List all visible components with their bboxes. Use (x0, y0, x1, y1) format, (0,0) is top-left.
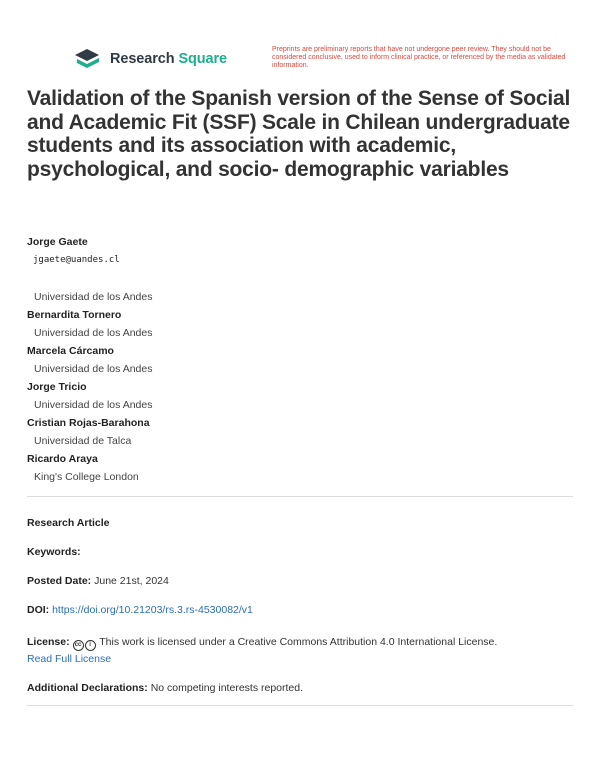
cc-icon: cc (73, 640, 84, 651)
author-affiliation: King's College London (34, 471, 139, 483)
declarations-label: Additional Declarations: (27, 682, 148, 694)
research-square-logo-icon (74, 48, 102, 70)
author-name: Jorge Tricio (27, 381, 87, 393)
author-affiliation: Universidad de Talca (34, 435, 132, 447)
keywords (27, 546, 573, 558)
divider (27, 496, 573, 497)
by-icon: i (85, 640, 96, 651)
author-name: Bernardita Tornero (27, 309, 122, 321)
header (74, 46, 574, 76)
posted-date-label: Posted Date: (27, 575, 92, 587)
license-text: This work is licensed under a Creative Commons Attribution 4.0 International License. (99, 636, 498, 648)
author-affiliation: Universidad de los Andes (34, 327, 153, 339)
posted-date (27, 575, 573, 587)
author-name: Ricardo Araya (27, 453, 98, 465)
author-affiliation: Universidad de los Andes (34, 291, 153, 303)
author-list (27, 235, 567, 488)
divider (27, 705, 573, 706)
license-label: License: (27, 636, 70, 648)
posted-date-value: June 21st, 2024 (94, 575, 169, 587)
author-affiliation: Universidad de los Andes (34, 363, 153, 375)
keywords-label: Keywords: (27, 546, 81, 558)
article-type (27, 517, 573, 529)
license (27, 634, 573, 668)
author-affiliation: Universidad de los Andes (34, 399, 153, 411)
doi-label: DOI: (27, 604, 50, 616)
doi (27, 604, 573, 616)
doi-link[interactable]: https://doi.org/10.21203/rs.3.rs-4530082/v1 (52, 604, 253, 616)
author-name: Marcela Cárcamo (27, 345, 114, 357)
author-email[interactable]: jgaete@uandes.cl (33, 255, 120, 265)
research-square-logo[interactable] (74, 48, 227, 70)
brand-name: Research Square (110, 51, 227, 67)
additional-declarations (27, 682, 573, 694)
declarations-value: No competing interests reported. (150, 682, 304, 694)
preprint-notice: Preprints are preliminary reports that have not undergone peer review. They should not be considered conclusive, used to inform clinical practice, or referenced by the media as validated information. (272, 46, 566, 69)
author-name: Jorge Gaete (27, 236, 88, 248)
read-full-license-link[interactable]: Read Full License (27, 653, 112, 665)
author-name: Cristian Rojas-Barahona (27, 417, 150, 429)
paper-title: Validation of the Spanish version of the Sense of Social and Academic Fit (SSF) Scale in Chilean undergraduate students and its association with academic, psychological, and socio- demographic variables (27, 87, 571, 181)
article-type-label: Research Article (27, 517, 110, 529)
